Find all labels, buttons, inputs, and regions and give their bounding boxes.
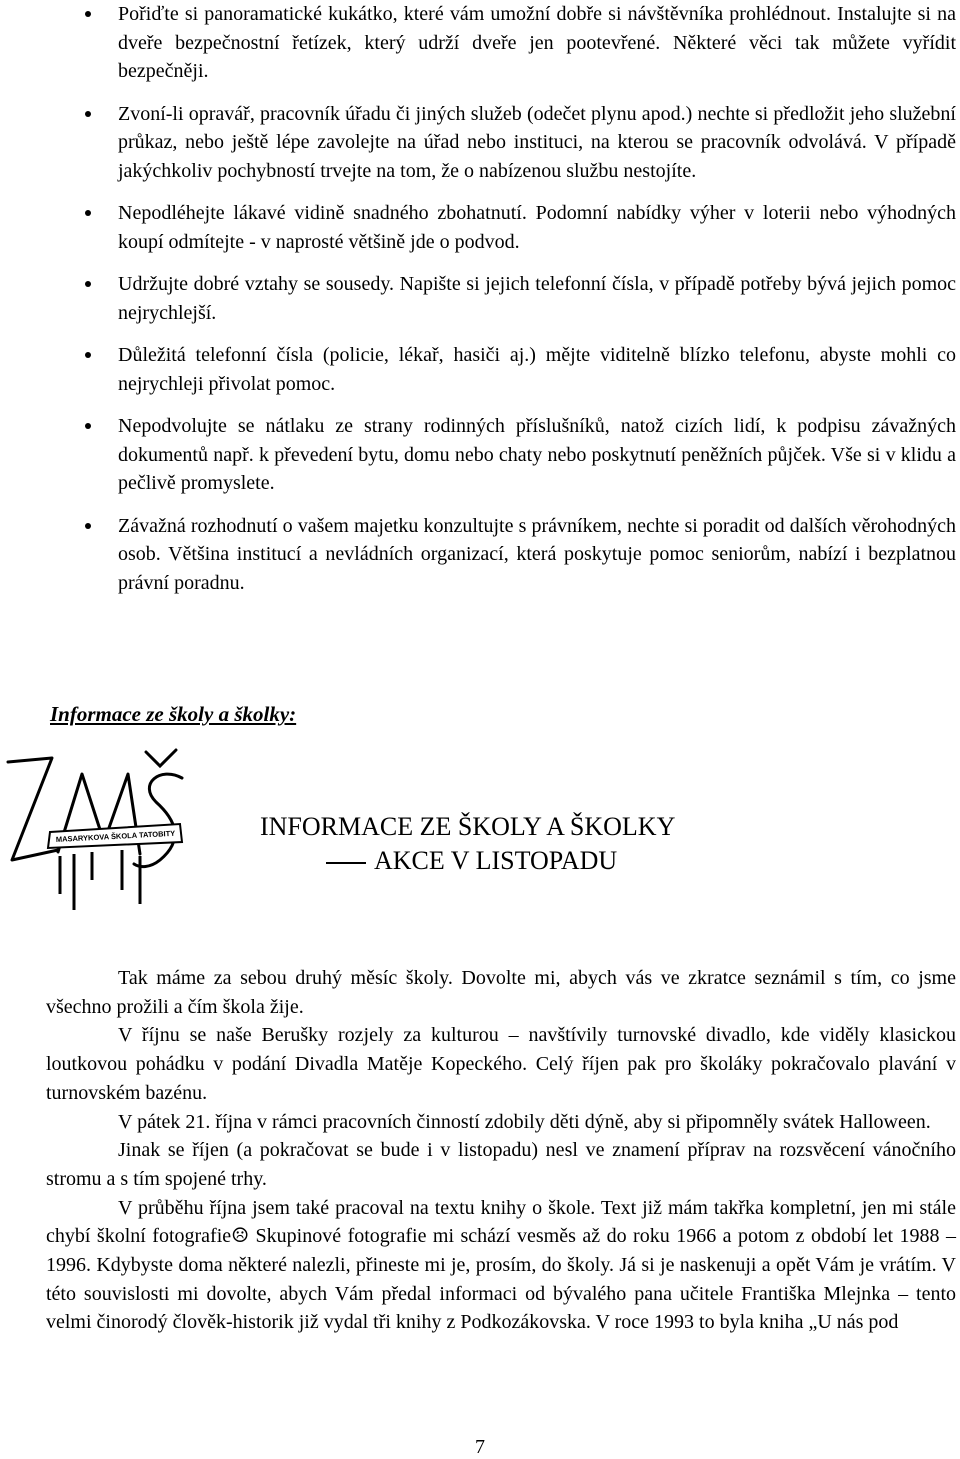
dash-icon [326,862,366,864]
section-heading: Informace ze školy a školky: [50,702,297,726]
article-body [46,964,956,1337]
bullet-icon [85,423,91,429]
list-item: Nepodvolujte se nátlaku ze strany rodinných příslušníků, natož cizích lidí, k podpisu závažných dokumentů např. k převedení bytu, domu nebo chaty nebo poskytnutí peněžních půjček. Vše si v klidu a pečlivě promyslete. [118,412,956,498]
paragraph: Jinak se říjen (a pokračovat se bude i v listopadu) nesl ve znamení příprav na rozsvěcení vánočního stromu a s tím spojené trhy. [46,1139,956,1190]
page-number: 7 [475,1436,485,1458]
bullet-icon [85,111,91,117]
bullet-icon [85,352,91,358]
paragraph: V pátek 21. října v rámci pracovních činností zdobily děti dýně, aby si připomněly svátek Halloween. [118,1110,931,1133]
list-item: Důležitá telefonní čísla (policie, lékař, hasiči aj.) mějte viditelně blízko telefonu, abyste mohli co nejrychleji přivolat pomoc. [118,341,956,398]
title-line-1: INFORMACE ZE ŠKOLY A ŠKOLKY [260,812,676,841]
paragraph: V říjnu se naše Berušky rozjely za kulturou – navštívily turnovské divadlo, kde viděly klasickou loutkovou pohádku v podání Divadla Matěje Kopeckého. Celý říjen pak pro školáky pokračovalo plavání v turnovském bazénu. [46,1024,956,1104]
paragraph: V průběhu října jsem také pracoval na textu knihy o škole. Text již mám takřka kompletní, jen mi stále chybí školní fotografie☹ Skupinové fotografie mi schází vesměs až do roku 1966 a potom z období let 1988 – 1996. Kdybyste doma některé nalezli, přineste mi je, prosím, do školy. Já si je naskenuji a opět Vám je vrátím. V této souvislosti mi dovolte, abych Vám předal informaci od bývalého pana učitele Františka Mlejnka – tento velmi činorodý člověk-historik již vydal tři knihy z Podkozákovska. V roce 1993 to byla kniha „U nás pod [46,1196,956,1334]
list-item: Pořiďte si panoramatické kukátko, které vám umožní dobře si návštěvníka prohlédnout. Instalujte si na dveře bezpečnostní řetízek, který udrží dveře jen pootevřené. Některé věci tak můžete vyřídit bezpečněji. [118,0,956,86]
title-line-2 [326,846,617,876]
title-line-2-text: AKCE V LISTOPADU [374,846,618,875]
list-item: Udržujte dobré vztahy se sousedy. Napište si jejich telefonní čísla, v případě potřeby bývá jejich pomoc nejrychlejší. [118,270,956,327]
zms-school-logo-icon [0,744,212,922]
bullet-icon [85,11,91,17]
bullet-icon [85,523,91,529]
list-item: Závažná rozhodnutí o vašem majetku konzultujte s právníkem, nechte si poradit od dalších věrohodných osob. Většina institucí a nevládních organizací, která poskytuje pomoc seniorům, nabízí i bezplatnou právní poradnu. [118,512,956,598]
bullet-icon [85,210,91,216]
advice-list [0,0,960,611]
paragraph: Tak máme za sebou druhý měsíc školy. Dovolte mi, abych vás ve zkratce seznámil s tím, co jsme všechno prožili a čím škola žije. [46,967,956,1018]
logo-text: MASARYKOVA ŠKOLA TATOBITY [55,828,176,844]
list-item: Nepodléhejte lákavé vidině snadného zbohatnutí. Podomní nabídky výher v loterii nebo výhodných koupí odmítejte - v naprosté většině jde o podvod. [118,199,956,256]
bullet-icon [85,281,91,287]
list-item: Zvoní-li opravář, pracovník úřadu či jiných služeb (odečet plynu apod.) nechte si předložit jeho služební průkaz, nebo ještě lépe zavolejte na úřad nebo instituci, na kterou se pracovník odvolává. V případě jakýchkoliv pochybností trvejte na tom, že o nabízenou službu nestojíte. [118,100,956,186]
